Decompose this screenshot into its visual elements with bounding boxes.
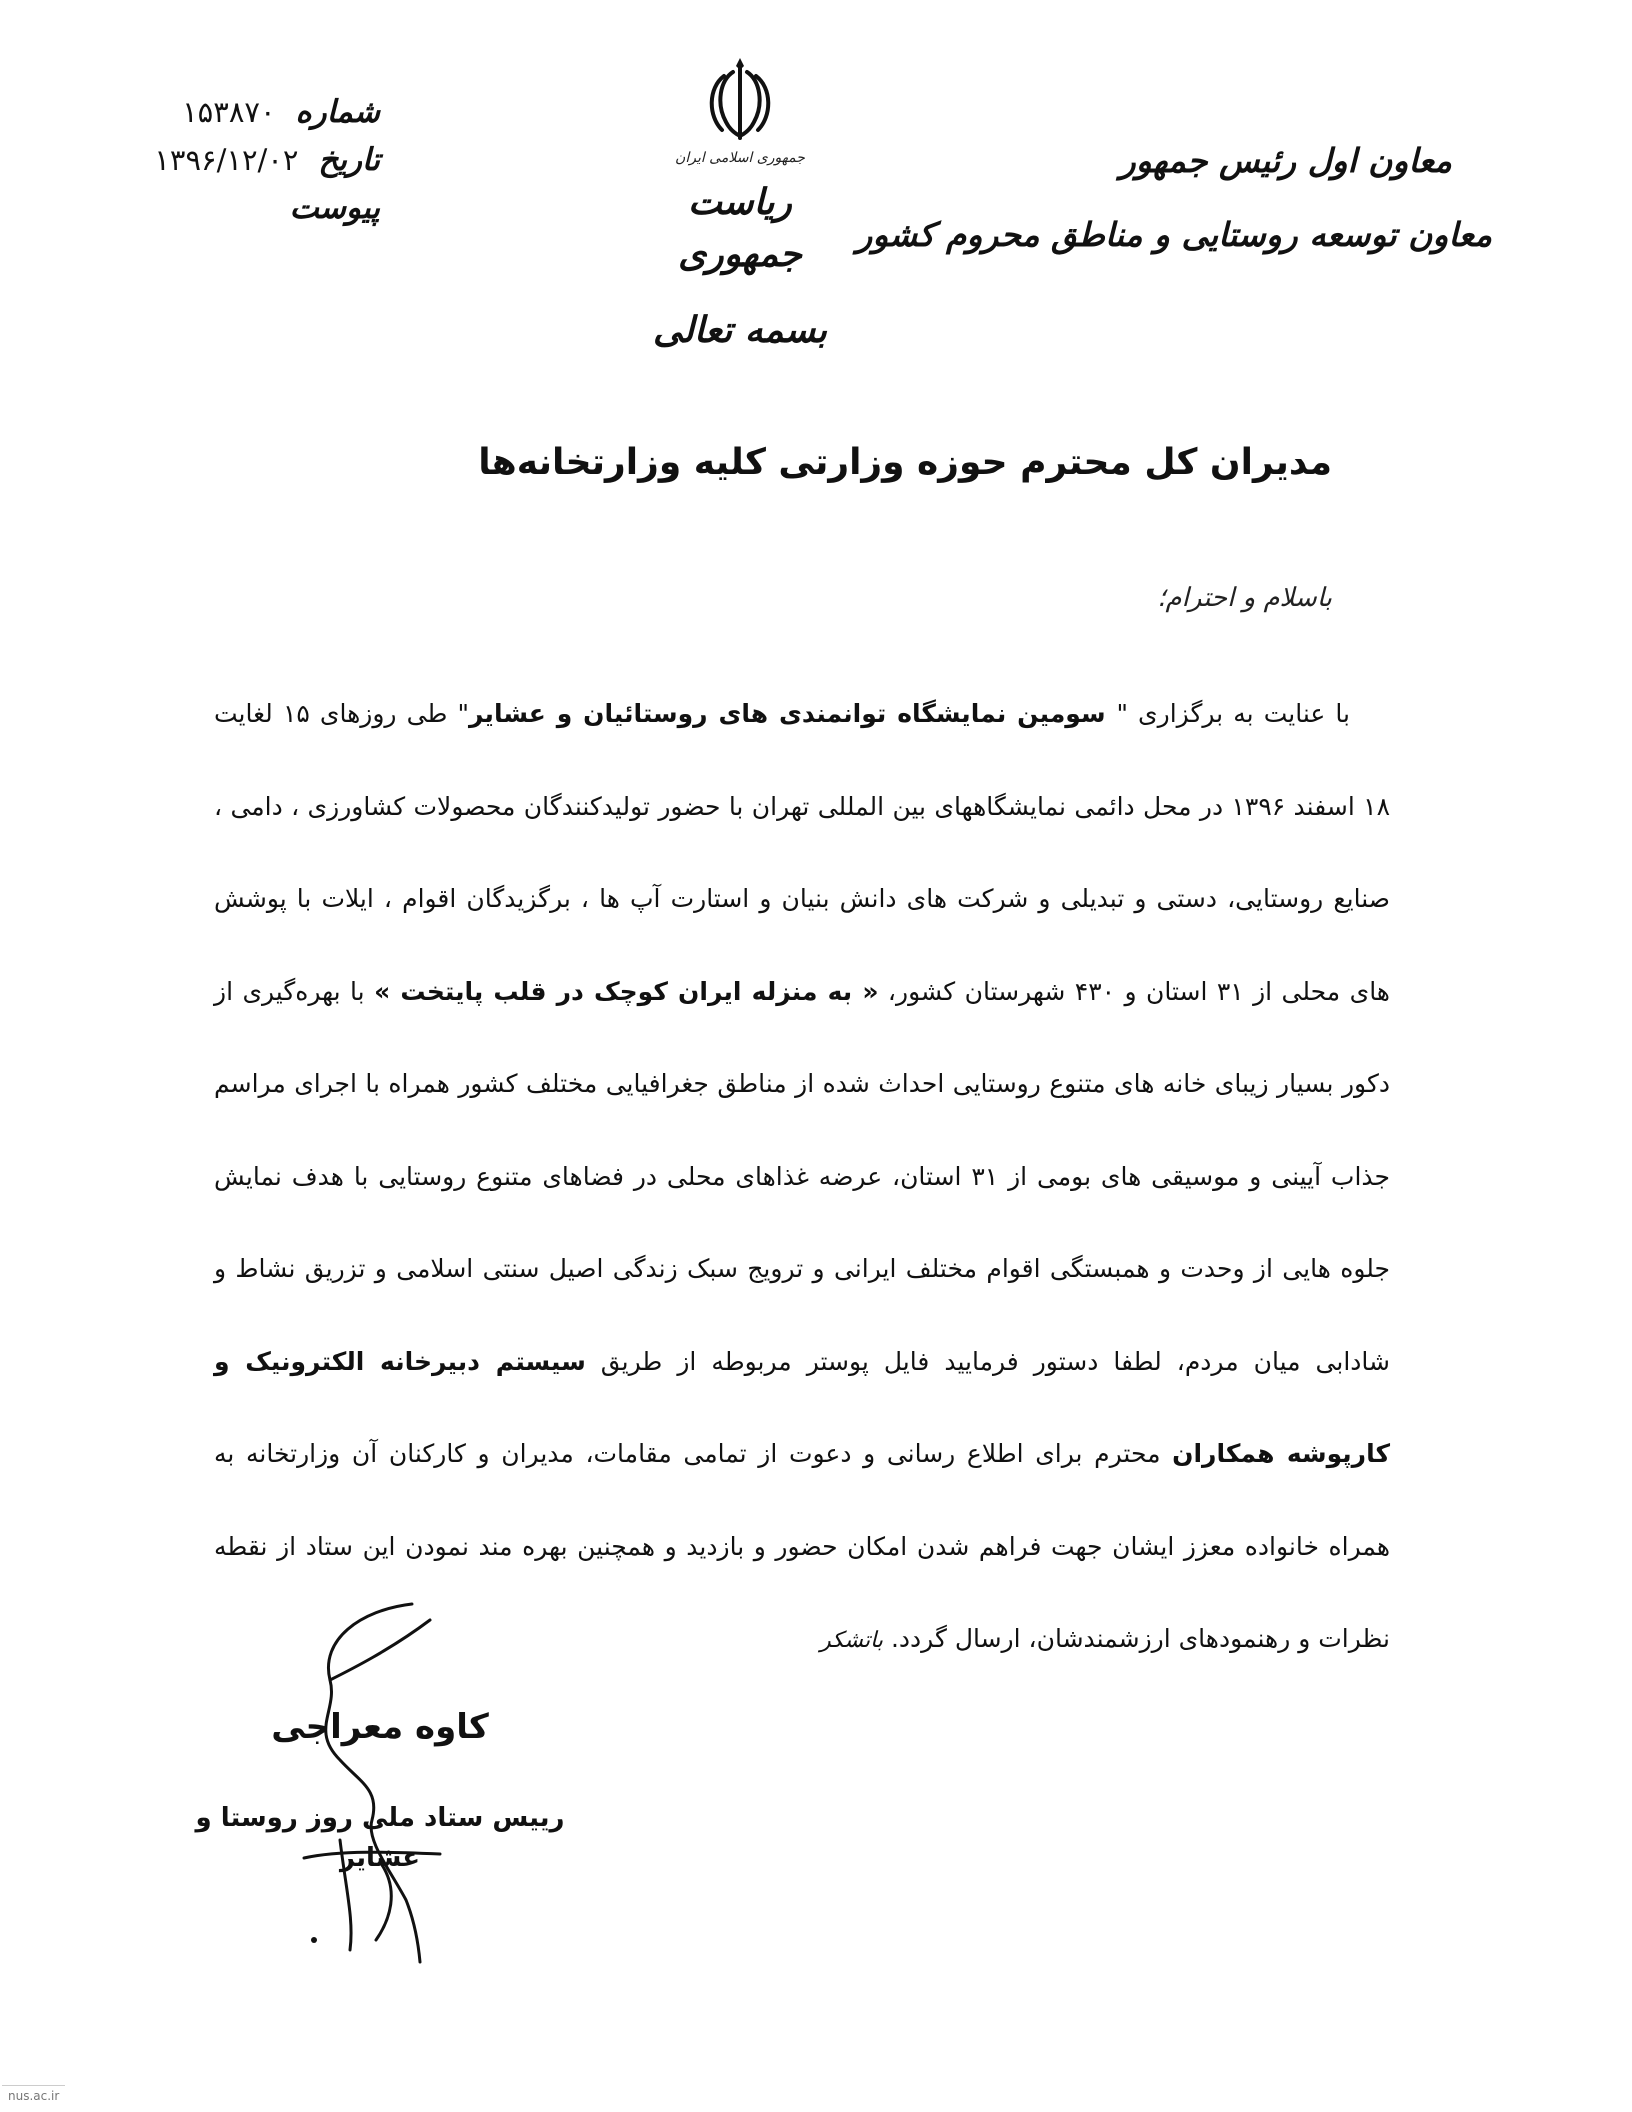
letter-date: ۱۳۹۶/۱۲/۰۲ bbox=[154, 143, 299, 177]
letter-body bbox=[214, 668, 1390, 1688]
letter-number-label: شماره bbox=[295, 94, 380, 130]
exhibition-motto: « به منزله ایران کوچک در قلب پایتخت » bbox=[374, 976, 879, 1006]
body-text-2: " طی روزهای ۱۵ لغایت ۱۸ اسفند ۱۳۹۶ در محل دائمی نمایشگاههای بین المللی تهران با حضور تولیدکنندگان محصولات کشاورزی ، دامی ، صنایع روستایی، دستی و تبدیلی و شرکت های دانش بنیان و استارت آپ ها ، برگزیدگان اقوام ، ایلات با پوشش های محلی از ۳۱ استان و ۴۳۰ شهرستان کشور، bbox=[214, 699, 1390, 1006]
letter-attachment-row bbox=[140, 184, 380, 232]
letter-date-label: تاریخ bbox=[318, 142, 380, 178]
recipient-line: مدیران کل محترم حوزه وزارتی کلیه وزارتخانه‌ها bbox=[478, 442, 1332, 483]
letter-metadata bbox=[140, 88, 380, 232]
body-text-3: با بهره‌گیری از دکور بسیار زیبای خانه های متنوع روستایی احداث شده از مناطق جغرافیایی مختلف کشور همراه با اجرای مراسم جذاب آیینی و موسیقی های بومی از ۳۱ استان، عرضه غذاهای محلی در فضاهای متنوع روستایی با هدف نمایش جلوه هایی از وحدت و همبستگی اقوام مختلف ایرانی و ترویج سبک زندگی اصیل سنتی اسلامی و تزریق نشاط و شادابی میان مردم، لطفا دستور فرمایید فایل پوستر مربوطه از طریق bbox=[214, 976, 1390, 1376]
thanks-note: باتشکر bbox=[820, 1628, 883, 1653]
body-text-1: با عنایت به برگزاری " bbox=[1116, 699, 1350, 728]
country-name: جمهوری اسلامی ایران bbox=[675, 150, 805, 166]
system-name: سیستم دبیرخانه الکترونیک و کارپوشه همکاران bbox=[214, 1346, 1390, 1468]
sender-line-1: معاون اول رئیس جمهور bbox=[1119, 141, 1452, 180]
greeting: باسلام و احترام؛ bbox=[1157, 583, 1332, 613]
exhibition-name: سومین نمایشگاه توانمندی های روستائیان و عشایر bbox=[469, 699, 1117, 728]
letter-number-row bbox=[140, 88, 380, 136]
invocation: بسمه تعالی bbox=[652, 309, 828, 351]
iran-emblem-icon bbox=[700, 58, 780, 144]
sender-block bbox=[852, 136, 1492, 260]
sender-line-2: معاون توسعه روستایی و مناطق محروم کشور bbox=[856, 215, 1492, 254]
source-watermark: nus.ac.ir bbox=[2, 2085, 65, 2106]
letter-date-row bbox=[140, 136, 380, 184]
letter-number: ۱۵۳۸۷۰ bbox=[182, 95, 276, 129]
signatory-title: رییس ستاد ملی روز روستا و عشایر bbox=[195, 1803, 565, 1873]
signatory-name: کاوه معراجی bbox=[271, 1707, 489, 1747]
presidency-title: ریاست جمهوری bbox=[678, 181, 802, 275]
signature-icon bbox=[280, 1590, 460, 1970]
letterhead-center bbox=[640, 58, 840, 356]
letter-attachment-label: پیوست bbox=[289, 190, 380, 226]
body-text-4: محترم برای اطلاع رسانی و دعوت از تمامی مقامات، مدیران و کارکنان آن وزارتخانه به همراه خانواده معزز ایشان جهت فراهم شدن امکان حضور و بازدید و همچنین بهره مند نمودن این ستاد از نقطه نظرات و رهنمودهای ارزشمندشان، ارسال گردد. bbox=[214, 1439, 1390, 1653]
